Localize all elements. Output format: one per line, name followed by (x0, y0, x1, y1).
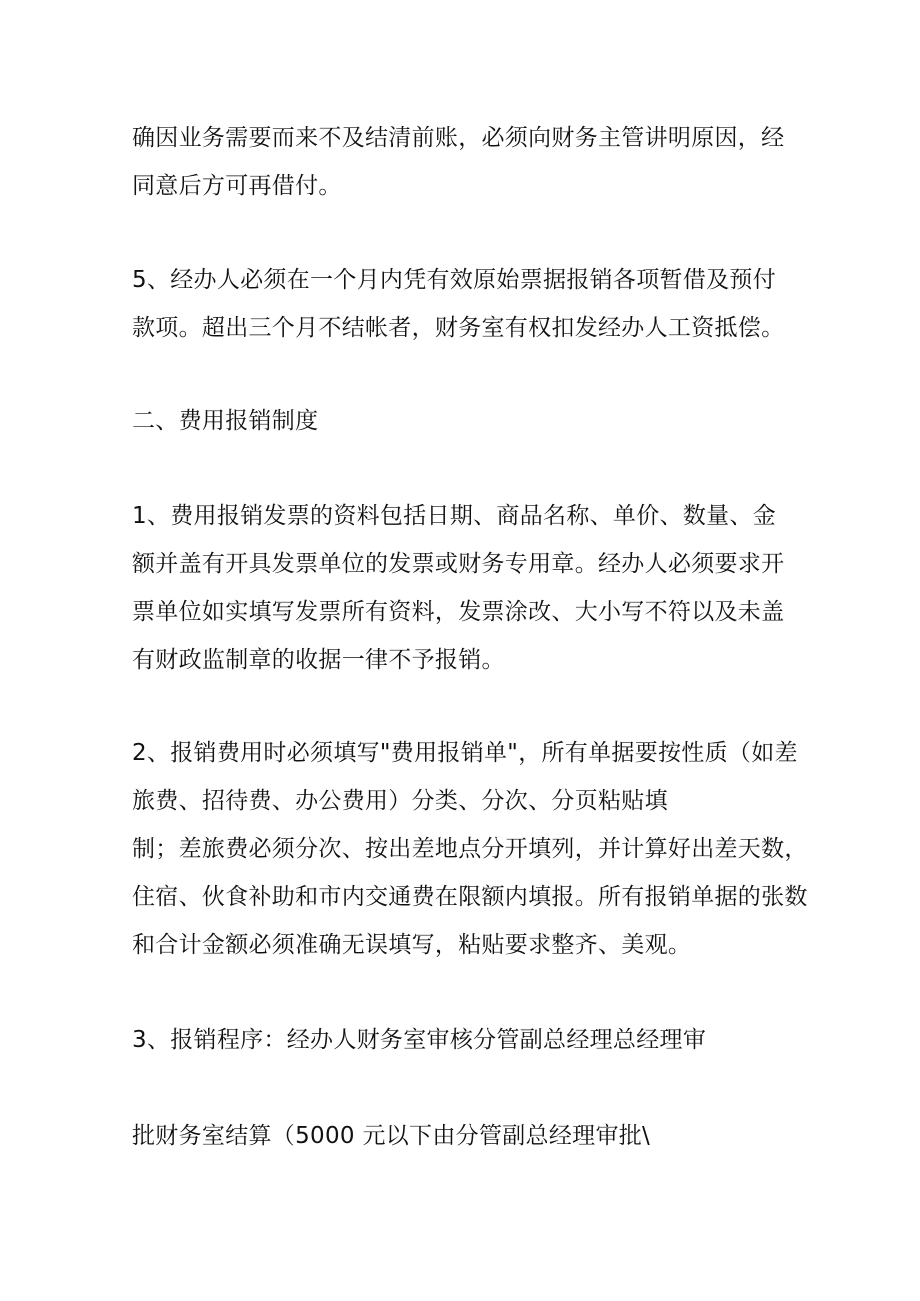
text-line: 1、费用报销发票的资料包括日期、商品名称、单价、数量、金 (132, 503, 777, 529)
text-line: 3、报销程序：经办人财务室审核分管副总经理总经理审 (132, 1027, 707, 1053)
text-line: 有财政监制章的收据一律不予报销。 (132, 647, 505, 673)
text-line: 票单位如实填写发票所有资料，发票涂改、大小写不符以及未盖 (132, 599, 785, 625)
text-line: 2、报销费用时必须填写"费用报销单"，所有单据要按性质（如差 (132, 740, 798, 766)
text-line: 批财务室结算（5000 元以下由分管副总经理审批\ (132, 1123, 651, 1149)
text-line: 二、费用报销制度 (132, 408, 319, 434)
text-line: 旅费、招待费、办公费用）分类、分次、分页粘贴填 (132, 788, 668, 814)
text-line: 制；差旅费必须分次、按出差地点分开填列，并计算好出差天数， (132, 836, 808, 862)
text-line: 5、经办人必须在一个月内凭有效原始票据报销各项暂借及预付 (132, 267, 777, 293)
text-line: 确因业务需要而来不及结清前账，必须向财务主管讲明原因，经 (132, 125, 785, 151)
text-line: 额并盖有开具发票单位的发票或财务专用章。经办人必须要求开 (132, 551, 785, 577)
text-line: 款项。超出三个月不结帐者，财务室有权扣发经办人工资抵偿。 (132, 315, 785, 341)
text-line: 住宿、伙食补助和市内交通费在限额内填报。所有报销单据的张数 (132, 884, 808, 910)
text-line: 和合计金额必须准确无误填写，粘贴要求整齐、美观。 (132, 932, 692, 958)
text-line: 同意后方可再借付。 (132, 173, 342, 199)
